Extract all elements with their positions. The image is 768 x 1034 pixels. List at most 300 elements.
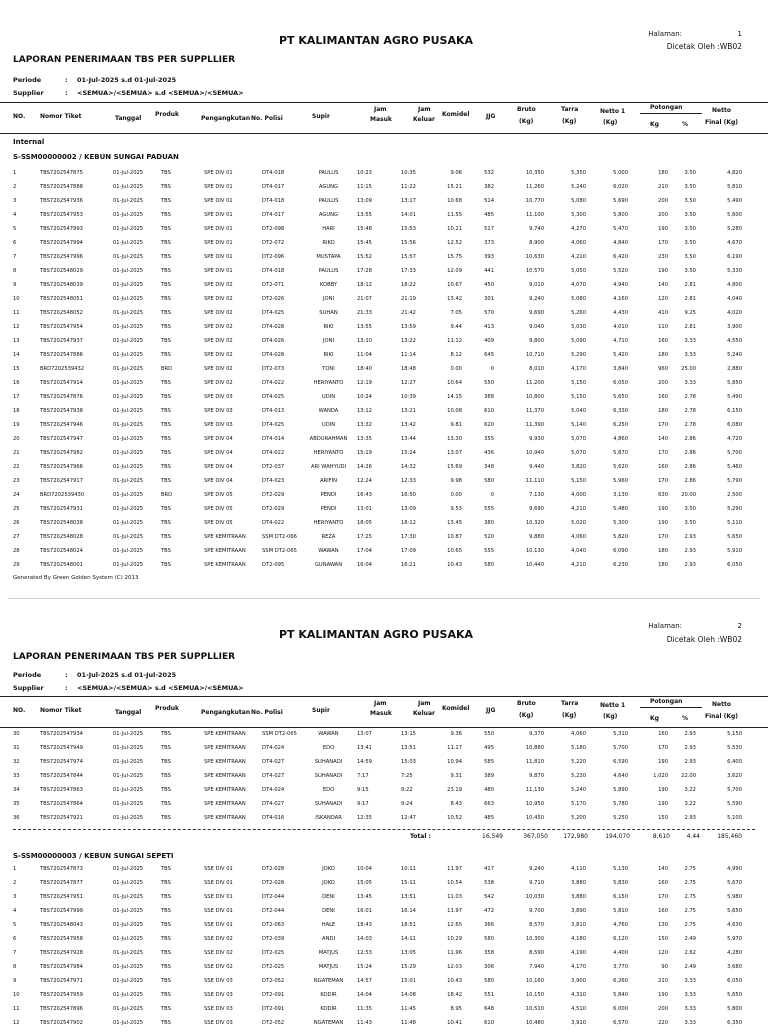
table-row [0,759,768,773]
cell-potongan-pct: 2.81 [684,324,696,330]
cell-potongan-pct: 2.86 [684,450,696,456]
cell-jam-keluar: 10:39 [401,394,416,400]
cell-netto1: 6,020 [613,184,628,190]
cell-ticket: TBS7202548039 [40,282,83,288]
cell-produk: TBS [161,908,171,914]
cell-produk: TBS [161,992,171,998]
header-jam-keluar-1: Jam [418,700,431,707]
cell-polisi: DT4-018 [262,170,285,176]
cell-pengangkutan: SPE DIV 05 [204,520,233,526]
cell-potongan-pct: 2.75 [684,866,696,872]
cell-komidel: 13.42 [447,296,462,302]
cell-jjg: 450 [484,282,494,288]
table-row [0,815,768,829]
table-row [0,310,768,324]
cell-ticket: TBS7202547982 [40,450,83,456]
cell-potongan-kg: 170 [658,894,668,900]
periode-label: Periode [13,76,42,84]
cell-polisi: DT4-017 [262,212,285,218]
cell-komidel: 8.12 [450,352,462,358]
cell-produk: TBS [161,422,171,428]
cell-komidel: 10.41 [447,1020,462,1026]
cell-jam-keluar: 14:01 [401,212,416,218]
cell-jam-masuk: 17:25 [357,534,372,540]
cell-produk: TBS [161,773,171,779]
table-row [0,408,768,422]
cell-jjg: 580 [484,936,494,942]
table-row [0,352,768,366]
cell-supir: KODIR [320,1006,337,1012]
cell-bruto: 8,570 [529,922,544,928]
cell-tarra: 5,050 [571,268,586,274]
cell-pengangkutan: SSE DIV 02 [204,950,233,956]
cell-pengangkutan: SPE DIV 02 [204,310,233,316]
cell-no: 15 [13,366,20,372]
cell-netto-final: 4,800 [727,282,742,288]
header-potongan-kg: Kg [650,715,659,722]
cell-ticket: TBS7202547974 [40,759,83,765]
cell-ticket: TBS7202547873 [40,866,83,872]
cell-potongan-pct: 2.75 [684,922,696,928]
cell-tanggal: 01-Jul-2025 [113,534,144,540]
report-title: LAPORAN PENERIMAAN TBS PER SUPPLLIER [13,652,236,662]
cell-jam-keluar: 16:50 [401,492,416,498]
table-row [0,908,768,922]
cell-komidel: 13.30 [447,436,462,442]
cell-jam-masuk: 13:10 [357,338,372,344]
cell-potongan-pct: 2.49 [684,964,696,970]
header-jam-masuk-2: Masuk [370,710,392,717]
cell-pengangkutan: SPE DIV 05 [204,506,233,512]
cell-pengangkutan: SSE DIV 01 [204,894,233,900]
cell-potongan-kg: 190 [658,801,668,807]
cell-netto1: 6,230 [613,562,628,568]
cell-potongan-kg: 160 [658,464,668,470]
cell-netto1: 4,860 [613,436,628,442]
cell-polisi: DT4-022 [262,450,285,456]
cell-tarra: 5,220 [571,759,586,765]
cell-supir: PENDI [320,506,337,512]
cell-produk: TBS [161,478,171,484]
cell-potongan-kg: 180 [658,352,668,358]
cell-netto1: 5,310 [613,731,628,737]
cell-netto1: 4,160 [613,296,628,302]
cell-jam-masuk: 12:19 [357,380,372,386]
cell-jam-masuk: 12:24 [357,478,372,484]
cell-bruto: 9,690 [529,310,544,316]
cell-supir: JOKO [322,880,335,886]
cell-potongan-kg: 190 [658,506,668,512]
header-potongan: Potongan [650,698,683,705]
header-tarra-1: Tarra [561,700,579,707]
cell-potongan-pct: 3.50 [684,170,696,176]
cell-jam-keluar: 16:21 [401,562,416,568]
cell-tanggal: 01-Jul-2025 [113,773,144,779]
cell-netto1: 4,430 [613,310,628,316]
cell-tanggal: 01-Jul-2025 [113,1020,144,1026]
cell-tarra: 3,880 [571,880,586,886]
cell-supir: NGATEMAN [313,978,344,984]
cell-bruto: 10,300 [525,936,544,942]
cell-potongan-kg: 150 [658,936,668,942]
cell-polisi: DT2-052 [262,978,285,984]
cell-supir: EDO [322,745,335,751]
cell-tarra: 5,350 [571,170,586,176]
cell-polisi: DT2-039 [262,936,285,942]
cell-netto1: 6,150 [613,894,628,900]
cell-netto-final: 5,530 [727,745,742,751]
cell-jjg: 366 [484,922,494,928]
table-row [0,380,768,394]
cell-netto1: 5,300 [613,520,628,526]
cell-komidel: 10.68 [447,198,462,204]
cell-produk: TBS [161,450,171,456]
cell-netto1: 6,420 [613,254,628,260]
cell-no: 27 [13,534,20,540]
cell-pengangkutan: SSE DIV 02 [204,936,233,942]
cell-potongan-kg: 170 [658,745,668,751]
cell-netto1: 6,570 [613,1020,628,1026]
cell-bruto: 8,900 [529,240,544,246]
cell-pengangkutan: SPE DIV 02 [204,366,233,372]
section-title: S-SSM00000002 / KEBUN SUNGAI PADUAN [13,153,179,161]
cell-jam-keluar: 13:42 [401,422,416,428]
supplier-value: <SEMUA>/<SEMUA> s.d <SEMUA>/<SEMUA> [77,684,244,692]
cell-jam-keluar: 15:24 [401,450,416,456]
cell-potongan-kg: 180 [658,562,668,568]
cell-potongan-pct: 22.00 [681,773,696,779]
cell-jam-masuk: 14:57 [357,978,372,984]
cell-potongan-kg: 120 [658,296,668,302]
cell-jam-keluar: 9:22 [401,787,413,793]
cell-potongan-kg: 410 [658,310,668,316]
cell-bruto: 11,110 [525,478,544,484]
cell-netto-final: 5,460 [727,464,742,470]
cell-pengangkutan: SPE DIV 02 [204,380,233,386]
table-row [0,296,768,310]
footer-note: Generated By Green Golden System (C) 2013 [13,575,139,581]
cell-netto-final: 5,700 [727,787,742,793]
cell-no: 4 [13,908,17,914]
total-jjg: 16,549 [482,833,503,840]
cell-potongan-pct: 20.00 [681,492,696,498]
cell-produk: TBS [161,324,171,330]
cell-produk: TBS [161,408,171,414]
cell-komidel: 10.52 [447,815,462,821]
cell-potongan-pct: 3.50 [684,212,696,218]
cell-supir: HERIYANTO [313,380,344,386]
cell-produk: TBS [161,745,171,751]
cell-potongan-pct: 2.75 [684,880,696,886]
cell-tarra: 5,090 [571,338,586,344]
cell-jjg: 485 [484,212,494,218]
cell-jjg: 373 [484,240,494,246]
cell-ticket: TBS7202547971 [40,978,83,984]
cell-ticket: BRD7202539432 [40,366,85,372]
cell-jam-masuk: 10:23 [357,170,372,176]
table-row [0,338,768,352]
header-no: NO. [13,113,26,120]
cell-jjg: 472 [484,908,494,914]
cell-jjg: 0 [490,492,494,498]
cell-pengangkutan: SPE DIV 01 [204,170,233,176]
cell-netto-final: 5,670 [727,880,742,886]
cell-no: 3 [13,198,17,204]
cell-jam-keluar: 14:11 [401,936,416,942]
section-title: S-SSM00000003 / KEBUN SUNGAI SEPETI [13,852,174,860]
cell-komidel: 10.29 [447,936,462,942]
cell-bruto: 10,350 [525,170,544,176]
cell-netto-final: 5,600 [727,212,742,218]
cell-jjg: 358 [484,950,494,956]
cell-netto1: 5,470 [613,226,628,232]
cell-ticket: TBS7202547936 [40,198,83,204]
cell-bruto: 11,370 [525,408,544,414]
cell-produk: TBS [161,1006,171,1012]
table-row [0,198,768,212]
cell-komidel: 13.45 [447,520,462,526]
cell-potongan-kg: 140 [658,866,668,872]
cell-produk: TBS [161,212,171,218]
cell-netto-final: 3,900 [727,324,742,330]
cell-komidel: 9.53 [450,506,462,512]
cell-polisi: DT4-028 [262,324,285,330]
cell-supir: KODIR [320,992,337,998]
cell-potongan-pct: 3.50 [684,184,696,190]
cell-polisi: DT4-023 [262,478,285,484]
cell-no: 22 [13,464,20,470]
cell-netto1: 5,700 [613,745,628,751]
cell-netto1: 4,640 [613,773,628,779]
cell-jam-keluar: 17:33 [401,268,416,274]
cell-jam-masuk: 14:26 [357,464,372,470]
cell-tarra: 5,030 [571,324,586,330]
cell-netto-final: 5,590 [727,801,742,807]
cell-bruto: 10,510 [525,1006,544,1012]
cell-jam-masuk: 16:04 [357,562,372,568]
cell-komidel: 9.06 [450,170,462,176]
cell-jam-masuk: 15:05 [357,880,372,886]
cell-jam-keluar: 11:22 [401,184,416,190]
cell-polisi: DT2-028 [262,880,285,886]
cell-supir: AGUNG [318,184,339,190]
cell-potongan-kg: 200 [658,1006,668,1012]
table-row [0,450,768,464]
cell-jam-masuk: 13:55 [357,324,372,330]
cell-produk: TBS [161,464,171,470]
cell-polisi: DT4-027 [262,773,285,779]
cell-polisi: DT2-029 [262,506,285,512]
cell-komidel: 15.75 [447,254,462,260]
cell-potongan-pct: 2.49 [684,936,696,942]
cell-tanggal: 01-Jul-2025 [113,880,144,886]
cell-tarra: 4,070 [571,282,586,288]
cell-ticket: TBS7202547876 [40,394,83,400]
cell-jam-keluar: 13:22 [401,338,416,344]
cell-produk: TBS [161,534,171,540]
header-netto1-1: Netto 1 [600,702,626,709]
cell-bruto: 11,100 [525,212,544,218]
cell-supir: HALE [321,922,336,928]
table-row [0,787,768,801]
total-label: Total : [410,833,431,840]
cell-netto1: 5,650 [613,394,628,400]
cell-tarra: 4,270 [571,226,586,232]
cell-potongan-kg: 160 [658,908,668,914]
cell-jam-masuk: 12:35 [357,815,372,821]
cell-no: 5 [13,922,17,928]
header-tarra-1: Tarra [561,106,579,113]
cell-komidel: 12.65 [447,922,462,928]
cell-jam-keluar: 15:53 [401,226,416,232]
header-netto1-2: (Kg) [603,119,618,126]
cell-jam-keluar: 9:24 [401,801,413,807]
cell-produk: TBS [161,380,171,386]
cell-tanggal: 01-Jul-2025 [113,478,144,484]
cell-tanggal: 01-Jul-2025 [113,562,144,568]
cell-potongan-kg: 140 [658,282,668,288]
header-jam-keluar-2: Keluar [413,116,435,123]
cell-jjg: 580 [484,478,494,484]
cell-jam-masuk: 11:04 [357,352,372,358]
cell-no: 13 [13,338,20,344]
cell-komidel: 11.17 [447,745,462,751]
cell-komidel: 9.44 [450,324,462,330]
cell-potongan-pct: 2.93 [684,759,696,765]
cell-supir: PAULUS [318,170,339,176]
cell-potongan-pct: 3.33 [684,380,696,386]
cell-komidel: 23.19 [447,787,462,793]
cell-no: 23 [13,478,20,484]
cell-pengangkutan: SSE DIV 01 [204,922,233,928]
cell-pengangkutan: SPE KEMITRAAN [204,745,246,751]
cell-jam-masuk: 13:01 [357,506,372,512]
cell-potongan-kg: 160 [658,394,668,400]
cell-netto1: 6,330 [613,408,628,414]
cell-netto1: 5,890 [613,787,628,793]
cell-potongan-pct: 3.50 [684,268,696,274]
cell-ticket: TBS7202548028 [40,534,83,540]
cell-supir: DENI [322,894,335,900]
header-nomor-tiket: Nomor Tiket [40,113,82,120]
cell-tanggal: 01-Jul-2025 [113,394,144,400]
cell-ticket: TBS7202547954 [40,324,83,330]
cell-tarra: 5,200 [571,815,586,821]
cell-produk: TBS [161,880,171,886]
cell-bruto: 9,800 [529,338,544,344]
cell-no: 9 [13,282,17,288]
cell-supir: KOBBY [319,282,338,288]
cell-komidel: 11.97 [447,908,462,914]
periode-label: Periode [13,671,42,679]
cell-netto1: 5,800 [613,212,628,218]
cell-komidel: 7.05 [450,310,462,316]
cell-produk: TBS [161,170,171,176]
cell-potongan-pct: 2.62 [684,950,696,956]
header-potongan-kg: Kg [650,121,659,128]
cell-jam-masuk: 11:15 [357,184,372,190]
cell-produk: TBS [161,506,171,512]
header-tanggal: Tanggal [115,709,142,716]
header-netto-final-1: Netto [712,107,731,114]
cell-tarra: 5,240 [571,184,586,190]
colon: : [65,671,68,679]
cell-tarra: 3,810 [571,922,586,928]
cell-tanggal: 01-Jul-2025 [113,866,144,872]
cell-polisi: DT2-072 [262,240,285,246]
total-potongan-kg: 8,610 [652,833,670,840]
cell-komidel: 11.12 [447,338,462,344]
cell-netto-final: 5,810 [727,184,742,190]
cell-ticket: TBS7202547921 [40,815,83,821]
total-tarra: 172,980 [563,833,588,840]
cell-supir: ARIFIN [319,478,338,484]
cell-tarra: 4,210 [571,254,586,260]
cell-tarra: 5,020 [571,520,586,526]
cell-komidel: 12.52 [447,240,462,246]
cell-potongan-kg: 110 [658,324,668,330]
cell-bruto: 10,710 [525,352,544,358]
cell-jam-keluar: 18:48 [401,366,416,372]
cell-potongan-kg: 140 [658,436,668,442]
cell-produk: TBS [161,815,171,821]
cell-produk: TBS [161,759,171,765]
cell-produk: TBS [161,268,171,274]
cell-potongan-kg: 960 [658,366,668,372]
cell-bruto: 9,930 [529,436,544,442]
cell-potongan-kg: 180 [658,548,668,554]
cell-jjg: 0 [490,366,494,372]
cell-potongan-kg: 160 [658,338,668,344]
cell-jjg: 580 [484,562,494,568]
cell-tarra: 4,170 [571,964,586,970]
cell-produk: TBS [161,787,171,793]
table-row [0,506,768,520]
cell-tanggal: 01-Jul-2025 [113,464,144,470]
table-row [0,422,768,436]
cell-produk: TBS [161,548,171,554]
cell-jam-masuk: 13:32 [357,422,372,428]
cell-pengangkutan: SPE KEMITRAAN [204,562,246,568]
cell-polisi: DT2-028 [262,866,285,872]
header-netto-final-1: Netto [712,701,731,708]
cell-netto-final: 5,790 [727,478,742,484]
cell-netto1: 5,000 [613,170,628,176]
cell-jjg: 517 [484,226,494,232]
cell-potongan-pct: 2.93 [684,548,696,554]
cell-pengangkutan: SPE DIV 01 [204,240,233,246]
cell-jjg: 389 [484,773,494,779]
cell-netto-final: 5,150 [727,731,742,737]
cell-no: 7 [13,950,17,956]
cell-no: 33 [13,773,20,779]
cell-tarra: 4,060 [571,731,586,737]
colon: : [65,684,68,692]
cell-ticket: TBS7202547996 [40,254,83,260]
cell-polisi: DT4-024 [262,745,285,751]
cell-potongan-kg: 180 [658,408,668,414]
cell-jam-masuk: 13:41 [357,745,372,751]
cell-pengangkutan: SPE DIV 03 [204,394,233,400]
cell-komidel: 10.65 [447,548,462,554]
cell-tarra: 5,300 [571,212,586,218]
cell-komidel: 9.81 [450,422,462,428]
cell-supir: DENI [322,908,335,914]
cell-bruto: 10,950 [525,801,544,807]
header-pengangkutan: Pengangkutan [201,115,251,122]
cell-tanggal: 01-Jul-2025 [113,894,144,900]
cell-potongan-kg: 170 [658,534,668,540]
